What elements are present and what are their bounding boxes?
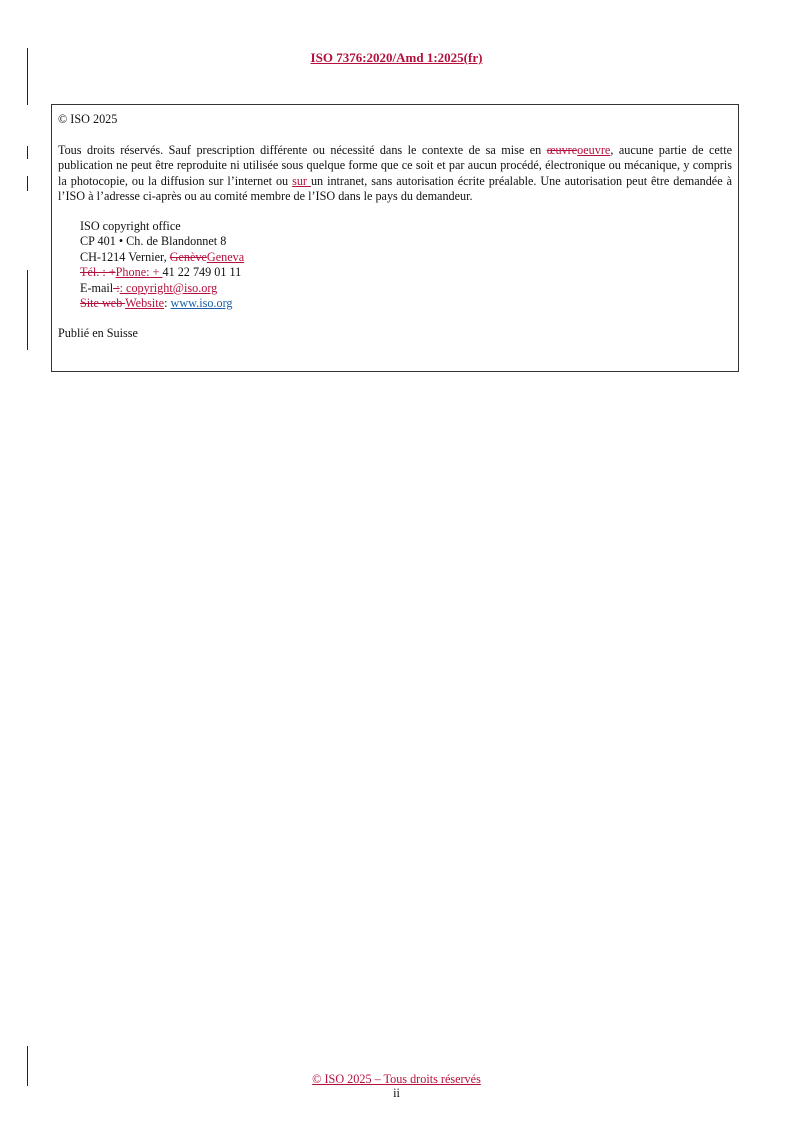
deleted-word-oeuvre: œuvre bbox=[546, 142, 578, 157]
change-bar-paragraph-2 bbox=[27, 176, 28, 191]
email-line bbox=[80, 281, 732, 297]
change-bar-paragraph-1 bbox=[27, 146, 28, 159]
phone-label-deleted: Tél. : + bbox=[80, 265, 116, 279]
city-inserted: Geneva bbox=[206, 249, 245, 264]
rights-text-part-3: un intranet, sans autorisation écrite préalable. Une autorisation peut être demandée à l’ISO à l’adresse ci-après ou au comité membre de l’ISO dans le pays du demandeur. bbox=[58, 173, 732, 203]
website-line bbox=[80, 296, 732, 312]
phone-label-inserted: Phone: + bbox=[115, 265, 163, 279]
inserted-word-oeuvre: oeuvre bbox=[577, 142, 611, 157]
email-separator-deleted: : bbox=[113, 280, 120, 295]
rights-paragraph bbox=[58, 143, 732, 205]
footer-copyright: © ISO 2025 – Tous droits réservés bbox=[312, 1072, 481, 1086]
page-number: ii bbox=[393, 1086, 400, 1100]
rights-text-part-2: , aucune partie de cette publication ne peut être reproduite ni utilisée sous quelque forme que ce soit et par aucun procédé, électronique ou mécanique, y compris la photocopie, ou la diffusion sur l’internet ou bbox=[58, 142, 732, 188]
published-in: Publié en Suisse bbox=[58, 325, 138, 340]
street-address: CP 401 • Ch. de Blandonnet 8 bbox=[80, 234, 227, 248]
website-link[interactable]: www.iso.org bbox=[170, 296, 233, 310]
address-block bbox=[80, 219, 732, 312]
email-address-link[interactable]: : copyright@iso.org bbox=[119, 280, 218, 295]
email-label: E-mail bbox=[80, 280, 114, 295]
rights-text-part-1: Tous droits réservés. Sauf prescription différente ou nécessité dans le contexte de sa mise en bbox=[58, 142, 547, 157]
city-line bbox=[80, 250, 732, 266]
copyright-notice-box bbox=[51, 104, 739, 372]
city-prefix: CH-1214 Vernier, bbox=[80, 249, 170, 264]
change-bar-address bbox=[27, 270, 28, 350]
document-header-title: ISO 7376:2020/Amd 1:2025(fr) bbox=[310, 50, 483, 65]
city-deleted: Genève bbox=[169, 249, 207, 264]
phone-number: 41 22 749 01 11 bbox=[162, 265, 242, 279]
page-footer bbox=[0, 1072, 793, 1100]
office-name: ISO copyright office bbox=[80, 218, 181, 233]
website-label-inserted: Website bbox=[125, 296, 165, 310]
change-bar-header bbox=[27, 48, 28, 105]
website-separator: : bbox=[164, 296, 171, 310]
website-label-deleted: Site web bbox=[80, 296, 126, 310]
inserted-word-sur: sur bbox=[292, 173, 311, 188]
copyright-line: © ISO 2025 bbox=[58, 112, 118, 126]
phone-line bbox=[80, 265, 732, 281]
